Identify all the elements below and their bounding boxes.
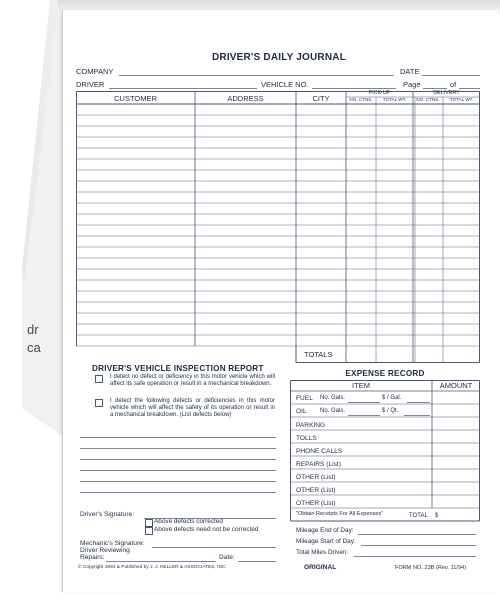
driver-signature-label: Driver's Signature: bbox=[80, 511, 135, 518]
defect-line[interactable] bbox=[80, 448, 276, 449]
delivery-no-ctns-header: NO. CTNS. bbox=[416, 97, 440, 102]
phone-calls-item: PHONE CALLS bbox=[296, 448, 343, 455]
repairs-label: Repairs: bbox=[80, 554, 105, 561]
defect-line[interactable] bbox=[80, 437, 276, 438]
no-defect-text: I detect no defect or deficiency in this motor vehicle which will affect its safe operation or result in a mechanical breakdown. bbox=[110, 374, 275, 387]
company-label: COMPANY bbox=[76, 67, 114, 76]
journal-grid bbox=[76, 91, 480, 363]
cover-text-line-2: ca bbox=[27, 340, 41, 355]
form-number: FORM NO. 23B (Rev. 11/94) bbox=[395, 565, 466, 571]
fuel-price-field[interactable] bbox=[407, 402, 430, 403]
fuel-gals-field[interactable] bbox=[348, 402, 380, 403]
pickup-no-ctns-header: NO. CTNS. bbox=[349, 97, 373, 102]
defects-found-text: I detect the following defects or deficiencies in this motor vehicle which will affect the safety of its operation or result in a mechanical breakdown. (List defects below) bbox=[110, 398, 275, 418]
no-defect-checkbox[interactable] bbox=[95, 375, 103, 383]
form-title: DRIVER'S DAILY JOURNAL bbox=[211, 52, 347, 63]
oil-gals-field[interactable] bbox=[348, 415, 380, 416]
cover-text-line-1: dr bbox=[27, 322, 39, 337]
amount-header: AMOUNT bbox=[439, 381, 473, 390]
delivery-total-wt-header: TOTAL WT. bbox=[449, 97, 474, 102]
defects-corrected-checkbox[interactable] bbox=[145, 519, 153, 527]
pickup-header: PICK-UP bbox=[368, 90, 391, 96]
date-field[interactable] bbox=[422, 75, 480, 76]
repairs-date-field[interactable] bbox=[238, 561, 276, 562]
oil-label: OIL bbox=[296, 408, 307, 415]
other-item-1: OTHER (List) bbox=[296, 474, 336, 481]
company-field[interactable] bbox=[119, 75, 394, 76]
oil-price-field[interactable] bbox=[404, 415, 430, 416]
other-item-2: OTHER (List) bbox=[296, 487, 336, 494]
total-dollar-sign: $ bbox=[435, 513, 439, 519]
fuel-label: FUEL bbox=[296, 395, 313, 402]
total-miles-label: Total Miles Driven: bbox=[296, 549, 349, 556]
receipts-note: "Obtain Receipts For All Expenses" bbox=[296, 511, 384, 517]
mileage-start-field[interactable] bbox=[361, 545, 476, 546]
delivery-header: DELIVERY bbox=[433, 90, 460, 96]
defects-found-checkbox[interactable] bbox=[95, 399, 103, 407]
expense-title: EXPENSE RECORD bbox=[345, 369, 425, 378]
page-field[interactable] bbox=[423, 88, 447, 89]
fuel-gals-label: No. Gals. bbox=[320, 395, 346, 401]
oil-price-label: $ / Qt. bbox=[382, 408, 399, 414]
parking-item: PARKING bbox=[296, 422, 326, 429]
page-label: Page bbox=[403, 80, 421, 89]
other-item-3: OTHER (List) bbox=[296, 500, 336, 507]
customer-header: CUSTOMER bbox=[114, 94, 157, 103]
mileage-end-label: Mileage End of Day: bbox=[296, 527, 354, 534]
journal-table bbox=[76, 91, 480, 363]
vehicle-label: VEHICLE NO. bbox=[261, 80, 309, 89]
mechanic-signature-field[interactable] bbox=[152, 547, 276, 548]
of-field[interactable] bbox=[459, 88, 480, 89]
defect-line[interactable] bbox=[80, 459, 276, 460]
inspection-title: DRIVER'S VEHICLE INSPECTION REPORT bbox=[92, 364, 264, 373]
driver-field[interactable] bbox=[109, 88, 257, 89]
defect-line[interactable] bbox=[80, 470, 276, 471]
repairs-date-label: Date: bbox=[219, 554, 235, 561]
defects-corrected-label: Above defects corrected bbox=[154, 518, 223, 525]
defect-line[interactable] bbox=[80, 481, 276, 482]
total-miles-field[interactable] bbox=[354, 556, 476, 557]
repairs-item: REPAIRS (List) bbox=[296, 461, 341, 468]
pickup-total-wt-header: TOTAL WT. bbox=[382, 97, 407, 102]
item-header: ITEM bbox=[352, 381, 370, 390]
date-label: DATE bbox=[400, 67, 420, 76]
mileage-end-field[interactable] bbox=[358, 534, 476, 535]
defect-line[interactable] bbox=[80, 492, 276, 493]
defects-not-corrected-label: Above defects need not be corrected bbox=[154, 526, 259, 533]
vehicle-field[interactable] bbox=[312, 88, 396, 89]
driver-reviewing-label: Driver Reviewing bbox=[80, 547, 130, 554]
original-label: ORIGINAL bbox=[304, 564, 337, 571]
tolls-item: TOLLS bbox=[296, 435, 317, 442]
fuel-price-label: $ / Gal. bbox=[382, 395, 402, 401]
copyright-text: © Copyright 1994 & Published by J. J. KELLER & ASSOCIATES, INC. bbox=[78, 565, 227, 570]
address-header: ADDRESS bbox=[227, 94, 264, 103]
city-header: CITY bbox=[312, 94, 330, 103]
of-label: of bbox=[450, 80, 457, 89]
oil-gals-label: No. Gals. bbox=[320, 408, 346, 414]
totals-label: TOTALS bbox=[304, 350, 333, 359]
total-label: TOTAL bbox=[409, 513, 428, 519]
mileage-start-label: Mileage Start of Day: bbox=[296, 538, 356, 545]
defects-not-corrected-checkbox[interactable] bbox=[145, 527, 153, 535]
mechanic-signature-label: Mechanic's Signature: bbox=[80, 540, 145, 547]
expense-table bbox=[290, 380, 480, 563]
driver-label: DRIVER bbox=[76, 80, 105, 89]
repairs-field[interactable] bbox=[106, 561, 216, 562]
